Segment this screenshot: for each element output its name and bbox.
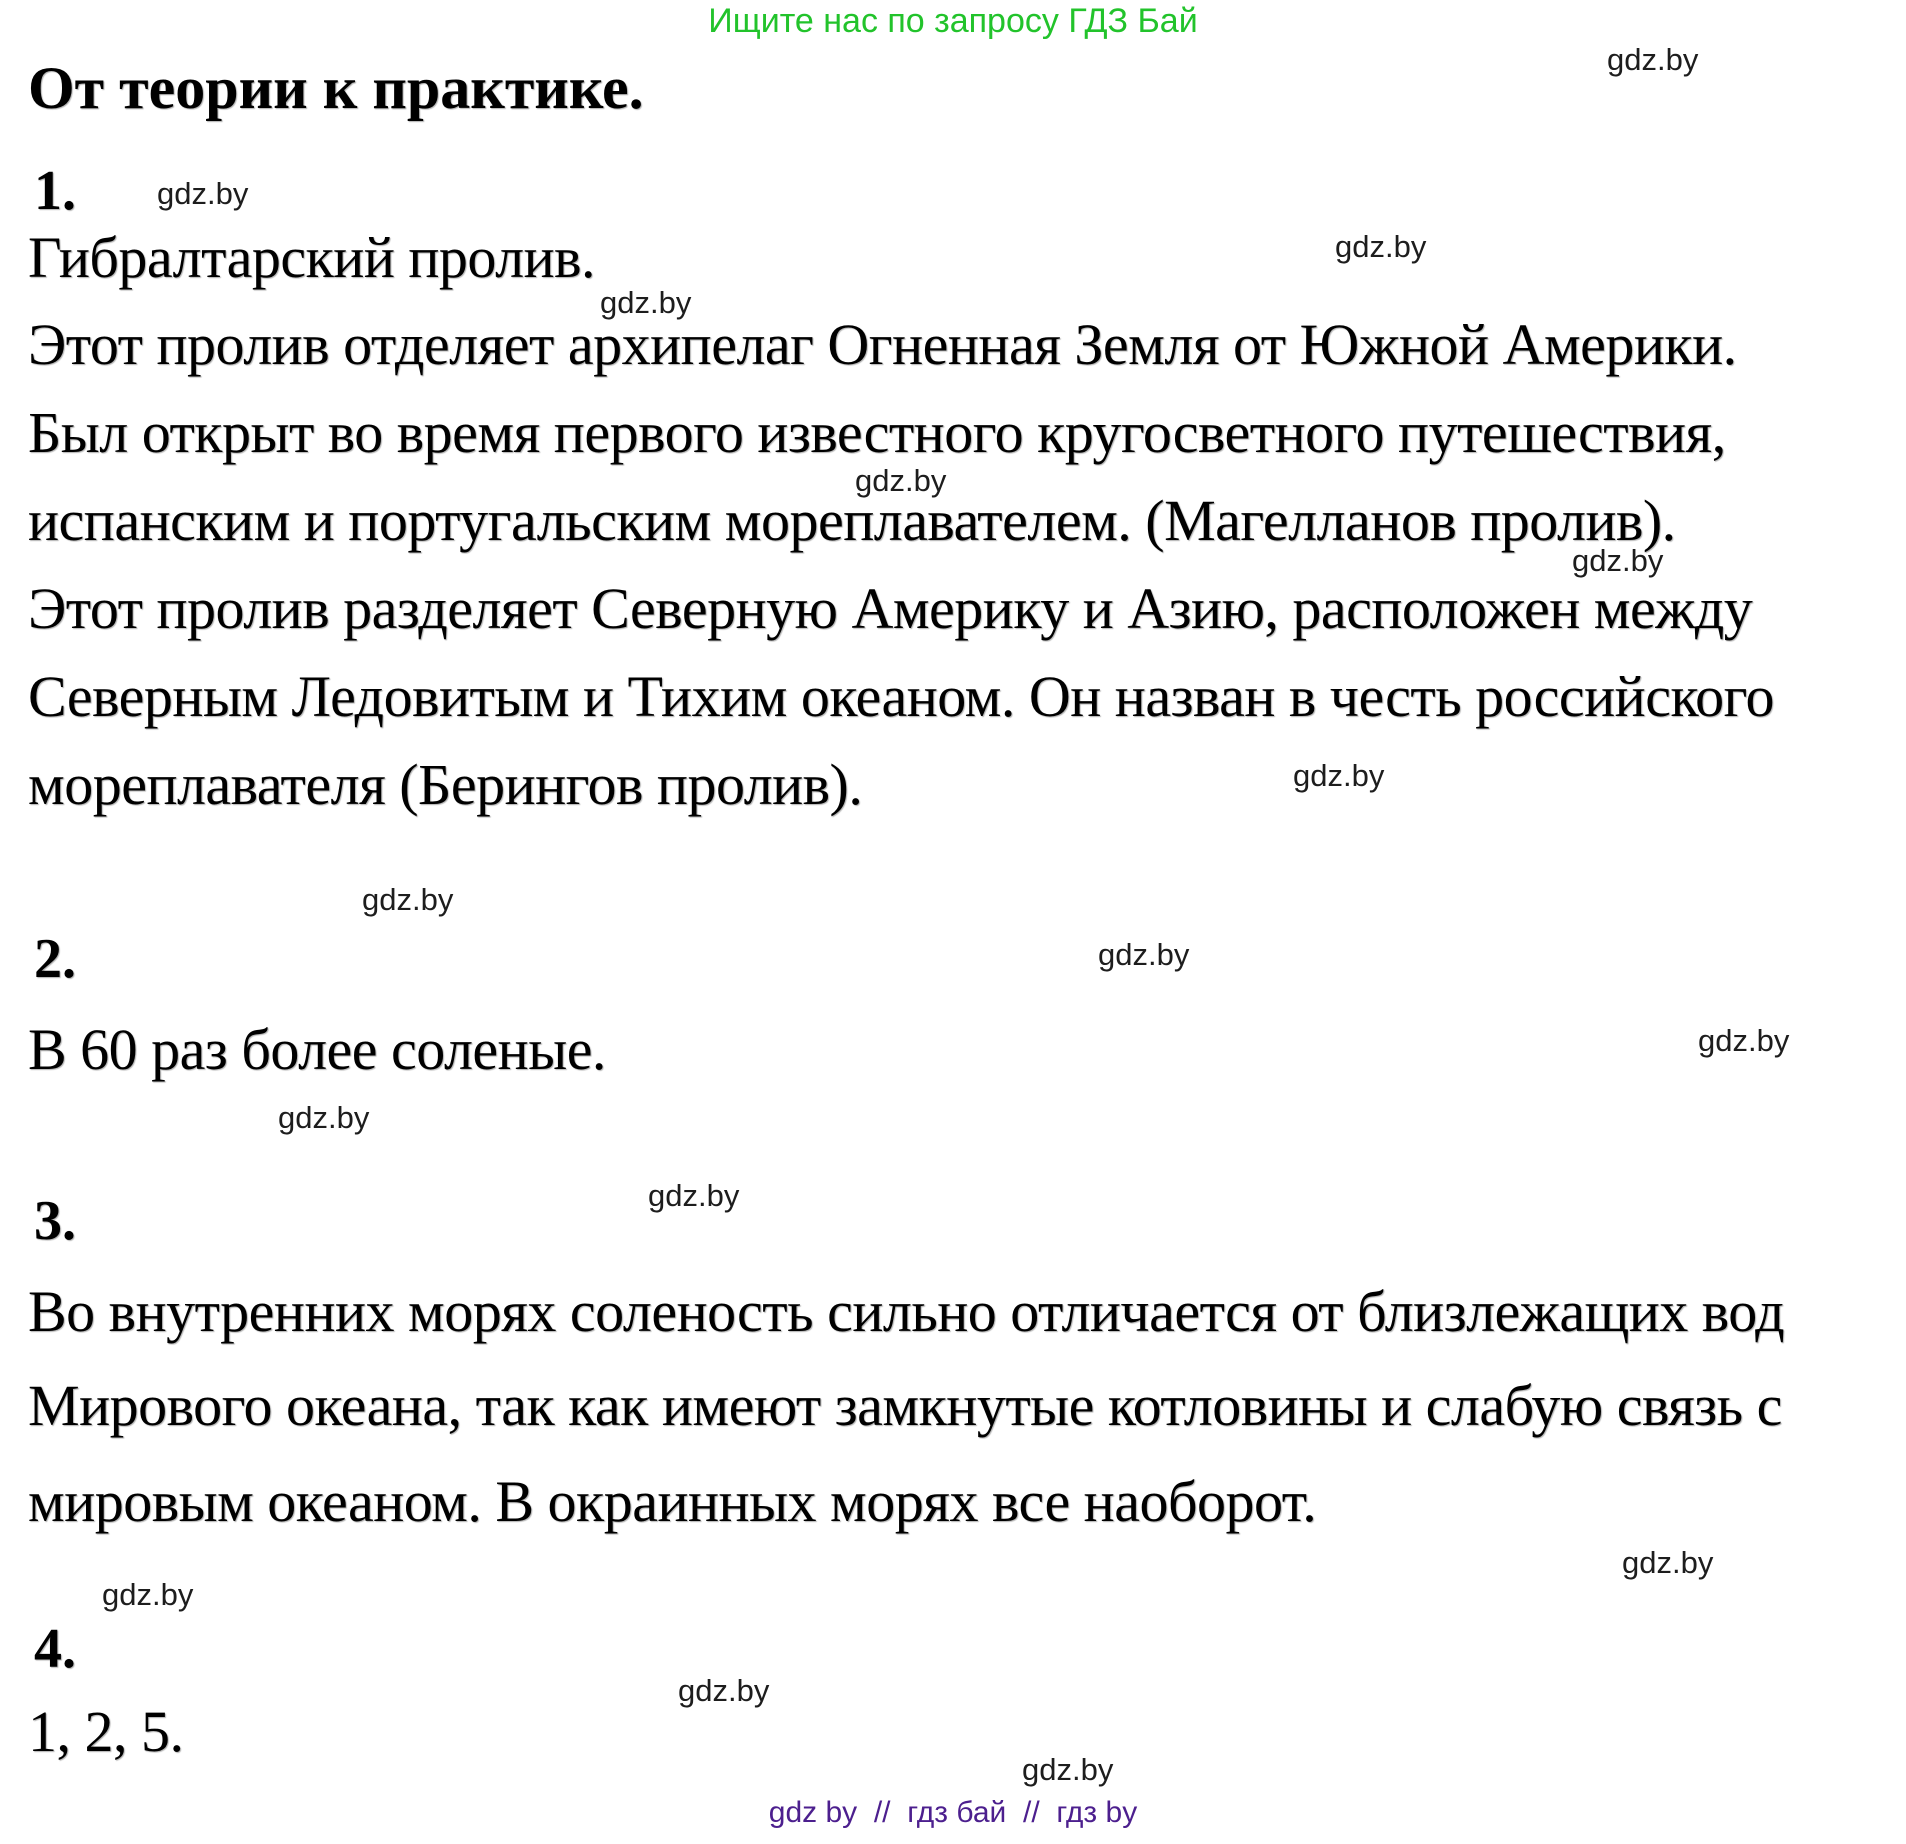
section-4-line-1: 1, 2, 5. xyxy=(28,1699,184,1764)
section-4-number: 4. xyxy=(34,1618,76,1680)
gdz-watermark: gdz.by xyxy=(600,285,692,320)
section-2-number: 2. xyxy=(34,928,76,990)
section-1-line-2: Этот пролив отделяет архипелаг Огненная Земля от Южной Америки. xyxy=(28,312,1737,377)
gdz-watermark: gdz.by xyxy=(1293,758,1385,793)
gdz-watermark: gdz.by xyxy=(1022,1752,1114,1787)
footer-site-links: gdz by // гдз бай // гдз by xyxy=(768,1796,1138,1829)
section-1-line-6: Северным Ледовитым и Тихим океаном. Он назван в честь российского xyxy=(28,664,1775,729)
page-title: От теории к практике. xyxy=(28,55,644,121)
gdz-watermark: gdz.by xyxy=(362,882,454,917)
section-2-line-1: В 60 раз более соленые. xyxy=(28,1017,606,1082)
gdz-watermark: gdz.by xyxy=(1572,543,1664,578)
gdz-watermark: gdz.by xyxy=(1622,1545,1714,1580)
section-1-number: 1. xyxy=(34,160,76,222)
section-1-line-5: Этот пролив разделяет Северную Америку и Азию, расположен между xyxy=(28,576,1753,641)
gdz-watermark: gdz.by xyxy=(855,463,947,498)
gdz-watermark: gdz.by xyxy=(1098,937,1190,972)
section-3-line-2: Мирового океана, так как имеют замкнутые котловины и слабую связь с xyxy=(28,1373,1782,1438)
gdz-watermark: gdz.by xyxy=(1335,229,1427,264)
gdz-watermark: gdz.by xyxy=(102,1577,194,1612)
gdz-watermark: gdz.by xyxy=(1607,42,1699,77)
promo-banner: Ищите нас по запросу ГДЗ Бай xyxy=(708,2,1198,40)
section-1-line-1: Гибралтарский пролив. xyxy=(28,225,596,290)
section-3-number: 3. xyxy=(34,1190,76,1252)
section-1-line-3: Был открыт во время первого известного кругосветного путешествия, xyxy=(28,400,1726,465)
gdz-watermark: gdz.by xyxy=(278,1100,370,1135)
section-3-line-3: мировым океаном. В окраинных морях все наоборот. xyxy=(28,1469,1317,1534)
section-1-line-7: мореплавателя (Берингов пролив). xyxy=(28,752,863,817)
gdz-watermark: gdz.by xyxy=(648,1178,740,1213)
section-3-line-1: Во внутренних морях соленость сильно отличается от близлежащих вод xyxy=(28,1279,1785,1344)
gdz-watermark: gdz.by xyxy=(1698,1023,1790,1058)
gdz-watermark: gdz.by xyxy=(678,1673,770,1708)
gdz-watermark: gdz.by xyxy=(157,176,249,211)
section-1-line-4: испанским и португальским мореплавателем. (Магелланов пролив). xyxy=(28,488,1676,553)
